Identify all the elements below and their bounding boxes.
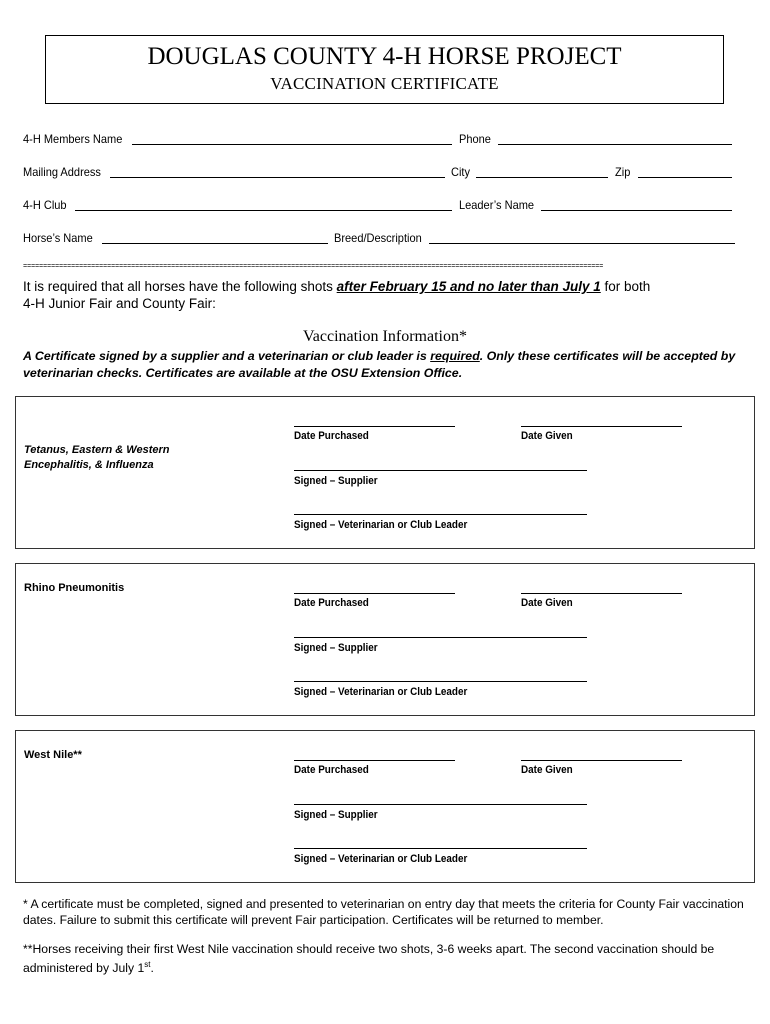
document-title: DOUGLAS COUNTY 4-H HORSE PROJECT [147, 43, 622, 70]
date-purchased-label: Date Purchased [294, 764, 369, 776]
vet-signature-label: Signed – Veterinarian or Club Leader [294, 519, 468, 531]
phone-label: Phone [459, 132, 491, 146]
requirement-text [23, 278, 743, 312]
phone-field[interactable] [498, 144, 732, 145]
mailing-address-field[interactable] [110, 177, 445, 178]
date-purchased-field[interactable] [294, 760, 455, 761]
requirement-text-end: for both [600, 279, 651, 294]
date-purchased-label: Date Purchased [294, 597, 369, 609]
vaccine-name: Rhino Pneumonitis [24, 582, 125, 594]
date-given-label: Date Given [521, 597, 573, 609]
certificate-text-start: A Certificate signed by a supplier and a veterinarian or club leader is [23, 349, 431, 363]
vet-signature-field[interactable] [294, 514, 587, 515]
zip-field[interactable] [638, 177, 732, 178]
certificate-required: required [430, 349, 480, 363]
supplier-signature-label: Signed – Supplier [294, 809, 378, 821]
footnote-period: . [150, 961, 154, 976]
document-subtitle: VACCINATION CERTIFICATE [270, 74, 499, 93]
footnote-west-nile-text: **Horses receiving their first West Nile vaccination should receive two shots, 3-6 weeks apart. The second vaccination should be administered by July 1 [23, 942, 715, 976]
mailing-address-label: Mailing Address [23, 165, 101, 179]
vaccination-info-heading: Vaccination Information* [303, 328, 467, 345]
member-name-label: 4-H Members Name [23, 132, 123, 146]
separator-line: ================================================================================================================================================= [23, 263, 604, 271]
footnote-west-nile [23, 941, 748, 976]
club-label: 4-H Club [23, 198, 67, 212]
horse-name-label: Horse’s Name [23, 231, 93, 245]
certificate-text-end: . Only these certificates will be accepted by veterinarian checks. Certificates are available at the OSU Extension Office. [23, 349, 736, 380]
date-given-field[interactable] [521, 760, 682, 761]
supplier-signature-field[interactable] [294, 637, 587, 638]
breed-field[interactable] [429, 243, 735, 244]
vet-signature-label: Signed – Veterinarian or Club Leader [294, 686, 468, 698]
vaccine-name-line1: Tetanus, Eastern & Western [24, 444, 170, 456]
certificate-instructions [23, 348, 753, 382]
requirement-text-start: It is required that all horses have the following shots [23, 279, 337, 294]
date-given-field[interactable] [521, 593, 682, 594]
city-label: City [451, 165, 471, 179]
date-purchased-field[interactable] [294, 426, 455, 427]
date-given-label: Date Given [521, 764, 573, 776]
footnote-certificate: * A certificate must be completed, signed and presented to veterinarian on entry day that meets the criteria for County Fair vaccination dates. Failure to submit this certificate will prevent Fair participation. Certificates will be returned to member. [23, 897, 744, 927]
vaccine-name: West Nile** [24, 749, 82, 761]
member-name-field[interactable] [132, 144, 452, 145]
club-field[interactable] [75, 210, 452, 211]
vaccine-box-rhino [15, 563, 755, 716]
title-box [45, 35, 724, 104]
vaccine-name-line2: Encephalitis, & Influenza [24, 459, 154, 471]
vaccine-name [24, 443, 170, 473]
city-field[interactable] [476, 177, 608, 178]
zip-label: Zip [615, 165, 631, 179]
vet-signature-label: Signed – Veterinarian or Club Leader [294, 853, 468, 865]
horse-name-field[interactable] [102, 243, 328, 244]
vet-signature-field[interactable] [294, 848, 587, 849]
requirement-text-line2: 4-H Junior Fair and County Fair: [23, 296, 216, 311]
supplier-signature-label: Signed – Supplier [294, 475, 378, 487]
date-given-label: Date Given [521, 430, 573, 442]
supplier-signature-field[interactable] [294, 470, 587, 471]
supplier-signature-field[interactable] [294, 804, 587, 805]
date-purchased-field[interactable] [294, 593, 455, 594]
date-given-field[interactable] [521, 426, 682, 427]
leader-name-label: Leader’s Name [459, 198, 535, 212]
vet-signature-field[interactable] [294, 681, 587, 682]
requirement-dates: after February 15 and no later than July 1 [336, 279, 601, 294]
supplier-signature-label: Signed – Supplier [294, 642, 378, 654]
vaccine-box-west-nile [15, 730, 755, 883]
vaccine-box-tetanus [15, 396, 755, 549]
breed-label: Breed/Description [334, 231, 422, 245]
date-purchased-label: Date Purchased [294, 430, 369, 442]
footnote-superscript: st [144, 960, 151, 969]
leader-name-field[interactable] [541, 210, 732, 211]
